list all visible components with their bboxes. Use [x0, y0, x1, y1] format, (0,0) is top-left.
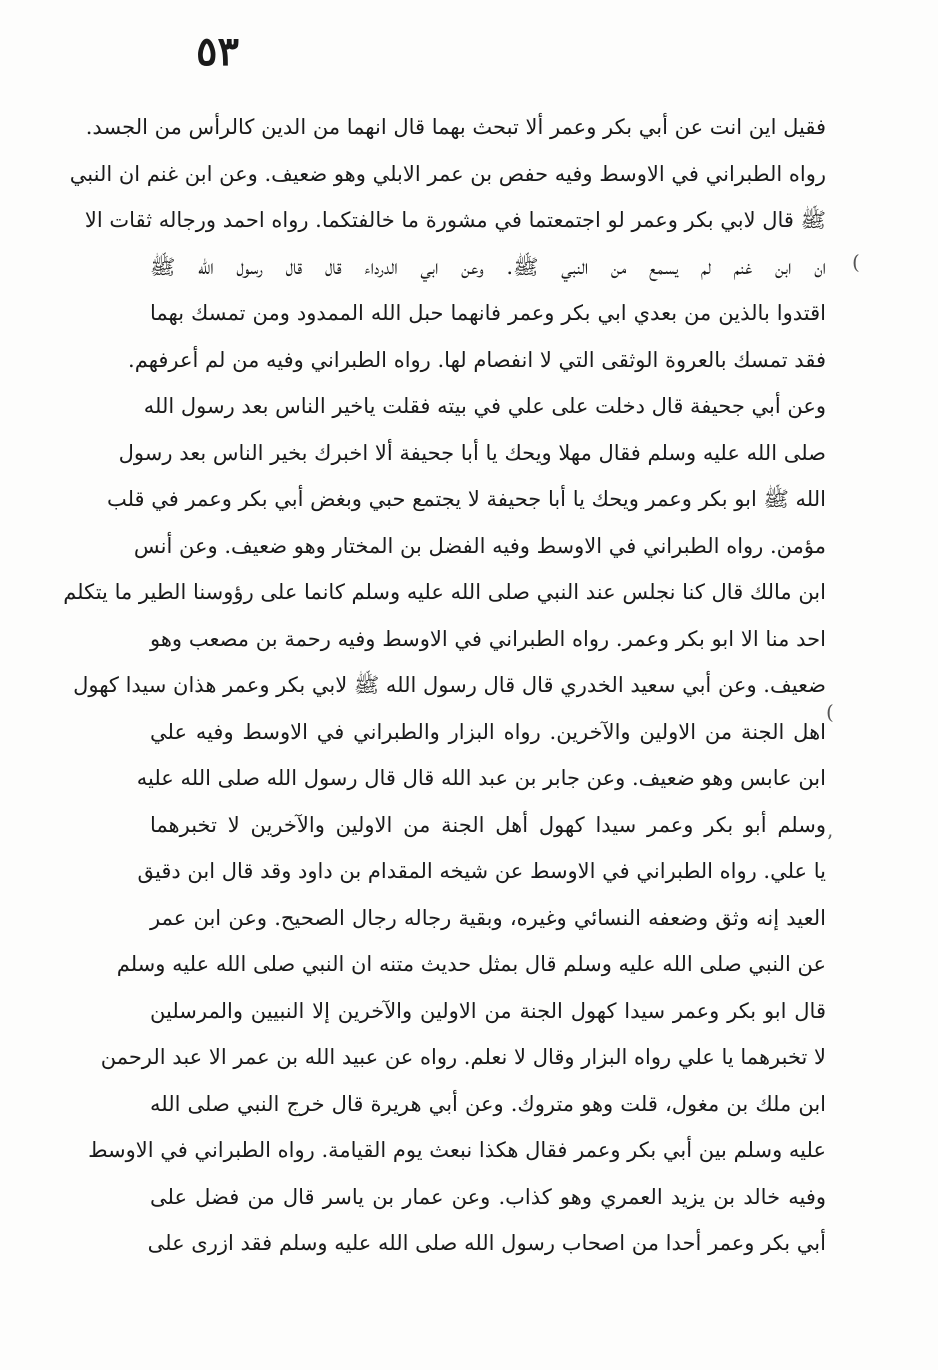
- text-line-18: العيد إنه وثق وضعفه النسائي وغيره، وبقية رجاله رجال الصحيح. وعن ابن عمر: [150, 905, 826, 930]
- text-line-9: الله ﷺ ابو بكر وعمر ويحك يا أبا جحيفة لا يجتمع حبي وبغض أبي بكر وعمر في قلب: [106, 487, 826, 511]
- text-line-2: رواه الطبراني في الاوسط وفيه حفص بن عمر الابلي وهو ضعيف. وعن ابن غنم ان النبي: [69, 161, 826, 186]
- text-line-12: احد منا الا ابو بكر وعمر. رواه الطبراني في الاوسط وفيه رحمة بن مصعب وهو: [150, 626, 826, 651]
- text-line-8: صلى الله عليه وسلم فقال مهلا ويحك يا أبا جحيفة ألا اخبرك بخير الناس بعد رسول: [118, 440, 826, 465]
- text-line-1: فقيل اين انت عن أبي بكر وعمر ألا تبحث بهما قال انهما من الدين كالرأس من الجسد.: [85, 115, 826, 139]
- margin-scan-mark: (: [826, 700, 834, 724]
- page-text: [63, 104, 826, 1267]
- text-line-25: أبي بكر وعمر أحدا من اصحاب رسول الله صلى الله عليه وسلم فقد ازرى على: [147, 1231, 826, 1255]
- margin-scan-mark: ʼ: [826, 830, 833, 854]
- margin-scan-mark: (: [852, 250, 860, 274]
- text-line-10: مؤمن. رواه الطبراني في الاوسط وفيه الفضل بن المختار وهو ضعيف. وعن أنس: [133, 533, 826, 558]
- text-line-21: لا تخبرهما يا علي رواه البزار وقال لا نعلم. رواه عن عبيد الله بن عمر الا عبد الرحمن: [100, 1045, 826, 1069]
- text-line-24: وفيه خالد بن يزيد العمري وهو كذاب. وعن عمار بن ياسر قال من فضل على: [150, 1184, 826, 1209]
- text-line-5: اقتدوا بالذين من بعدي ابي بكر وعمر فانهما حبل الله الممدود ومن تمسك بهما: [150, 301, 826, 325]
- text-line-20: قال ابو بكر وعمر سيدا كهول الجنة من الاولين والآخرين إلا النبيين والمرسلين: [150, 998, 826, 1023]
- text-line-11: ابن مالك قال كنا نجلس عند النبي صلى الله عليه وسلم كانما على رؤوسنا الطير ما يتكلم: [63, 580, 826, 604]
- text-line-7: وعن أبي جحيفة قال دخلت على علي في بيته فقلت ياخير الناس بعد رسول الله: [143, 394, 826, 418]
- text-line-6: فقد تمسك بالعروة الوثقى التي لا انفصام لها. رواه الطبراني وفيه من لم أعرفهم.: [128, 347, 826, 372]
- text-line-19: عن النبي صلى الله عليه وسلم قال بمثل حديث متنه ان النبي صلى الله عليه وسلم: [116, 952, 826, 976]
- page-number: ٥٣: [196, 28, 239, 75]
- text-line-22: ابن ملك بن مغول، قلت وهو متروك. وعن أبي هريرة قال خرج النبي صلى الله: [150, 1091, 826, 1116]
- text-line-16: وسلم أبو بكر وعمر سيدا كهول أهل الجنة من الاولين والآخرين لا تخبرهما: [150, 812, 826, 837]
- text-line-13: ضعيف. وعن أبي سعيد الخدري قال قال رسول الله ﷺ لابي بكر وعمر هذان سيدا كهول: [73, 673, 826, 697]
- text-line-15: ابن عابس وهو ضعيف. وعن جابر بن عبد الله قال قال رسول الله صلى الله عليه: [136, 766, 826, 790]
- text-line-4: ان ابن غنم لم يسمع من النبي ﷺ. وعن ابي الدرداء قال قال رسول الله ﷺ: [150, 254, 826, 279]
- text-line-23: عليه وسلم بين أبي بكر وعمر فقال هكذا نبعث يوم القيامة. رواه الطبراني في الاوسط: [88, 1138, 826, 1162]
- text-line-3: ﷺ قال لابي بكر وعمر لو اجتمعتما في مشورة ما خالفتكما. رواه احمد ورجاله ثقات الا: [84, 208, 826, 232]
- text-line-14: اهل الجنة من الاولين والآخرين. رواه البزار والطبراني في الاوسط وفيه علي: [150, 719, 826, 744]
- text-line-17: يا علي. رواه الطبراني في الاوسط عن شيخه المقدام بن داود وقد قال ابن دقيق: [137, 859, 826, 883]
